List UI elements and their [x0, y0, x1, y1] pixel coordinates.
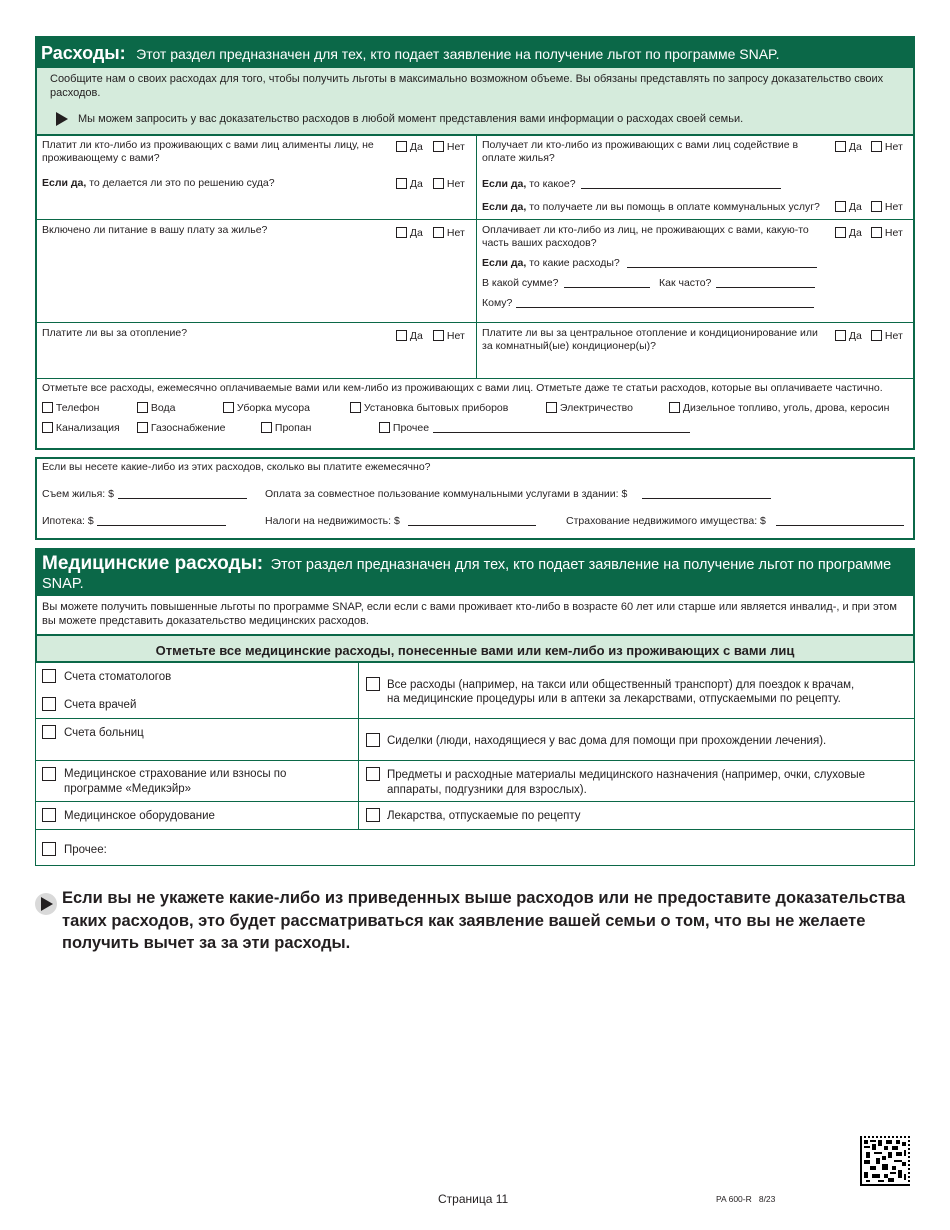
doctor-checkbox[interactable]: [42, 697, 56, 711]
play-arrow-icon: [35, 893, 57, 915]
property-tax-label: Налоги на недвижимость: $: [265, 515, 400, 527]
amount-field[interactable]: [564, 287, 650, 288]
court-no[interactable]: Нет: [433, 178, 465, 191]
medical-header: [35, 548, 915, 596]
pay-question: Если вы несете какие-либо из этих расходов, сколько вы платите ежемесячно?: [42, 461, 431, 473]
transport-checkbox[interactable]: [366, 677, 380, 691]
mortgage-label: Ипотека: $: [42, 515, 94, 527]
q-food-in-rent: Включено ли питание в вашу плату за жилье?: [42, 224, 268, 236]
insurance-label-2: программе «Медикэйр»: [64, 783, 192, 795]
outside-pays-yes[interactable]: Да: [835, 227, 862, 240]
attendants-checkbox[interactable]: [366, 733, 380, 747]
warning-text: Если вы не укажете какие-либо из приведенных выше расходов или не предоставите доказательства таких расходов, это будет рассматриваться как заявление вашей семьи о том, что вы не желаете получить вычет за за эти расходы.: [62, 889, 906, 952]
expenses-header: [35, 36, 915, 68]
q-heating: Платите ли вы за отопление?: [42, 327, 188, 339]
q-which: Если да, то какое?: [482, 178, 576, 190]
monthly-instruction: Отметьте все расходы, ежемесячно оплачиваемые вами или кем-либо из проживающих с вами лиц. Отметьте даже те статьи расходов, которые вы оплачиваете частично.: [42, 382, 883, 394]
property-insurance-field[interactable]: [776, 525, 904, 526]
dental-label: Счета стоматологов: [64, 671, 172, 683]
housing-help-yes[interactable]: Да: [835, 141, 862, 154]
q-outside-pays: Оплачивает ли кто-либо из лиц, не проживающих с вами, какую-то часть ваших расходов?: [482, 224, 809, 249]
to-whom-field[interactable]: [516, 307, 814, 308]
grid-row-line: [36, 322, 914, 323]
q-alimony: Платит ли кто-либо из проживающих с вами лиц алименты лицу, не проживающему с вами?: [42, 139, 374, 164]
mortgage-field[interactable]: [97, 525, 226, 526]
utility-water[interactable]: Вода: [137, 402, 176, 415]
checkbox-icon[interactable]: [350, 402, 361, 413]
utility-electric[interactable]: Электричество: [546, 402, 633, 415]
q-utility-help: Если да, то получаете ли вы помощь в оплате коммунальных услуг?: [482, 201, 820, 213]
central-heat-yes[interactable]: Да: [835, 330, 862, 343]
prescriptions-checkbox[interactable]: [366, 808, 380, 822]
checkbox-icon[interactable]: [669, 402, 680, 413]
equipment-checkbox[interactable]: [42, 808, 56, 822]
how-often-field[interactable]: [716, 287, 815, 288]
grid-row-line: [36, 219, 914, 220]
court-yes[interactable]: Да: [396, 178, 423, 191]
medical-row-line: [36, 829, 914, 830]
utility-sewer[interactable]: Канализация: [42, 422, 120, 435]
alimony-no[interactable]: Нет: [433, 141, 465, 154]
attendants-label: Сиделки (люди, находящиеся у вас дома для помощи при прохождении лечения).: [387, 735, 827, 747]
heating-yes[interactable]: Да: [396, 330, 423, 343]
form-id: PA 600-R 8/23: [716, 1194, 776, 1204]
equipment-label: Медицинское оборудование: [64, 810, 215, 822]
utility-trash[interactable]: Уборка мусора: [223, 402, 310, 415]
utility-phone[interactable]: Телефон: [42, 402, 99, 415]
transport-label-1: Все расходы (например, на такси или общественный транспорт) для поездок к врачам,: [387, 679, 855, 691]
checkbox-icon[interactable]: [871, 330, 882, 341]
medical-subtitle: Этот раздел предназначен для тех, кто подает заявление на получение льгот по программе SNAP.: [42, 557, 892, 592]
supplies-label-1: Предметы и расходные материалы медицинского назначения (например, очки, слуховые: [387, 769, 866, 781]
medical-intro: Вы можете получить повышенные льготы по программе SNAP, если если с вами проживает кто-либо в возрасте 60 лет или старше или является инвалид-, и при этом вы можете представить доказательство медицинских расходов.: [42, 601, 897, 627]
play-arrow-icon: [56, 112, 68, 126]
doctor-label: Счета врачей: [64, 699, 137, 711]
medical-title: Медицинские расходы:: [42, 553, 264, 574]
property-insurance-label: Страхование недвижимого имущества: $: [566, 515, 766, 527]
checkbox-icon[interactable]: [871, 227, 882, 238]
utility-help-no[interactable]: Нет: [871, 201, 903, 214]
food-no[interactable]: Нет: [433, 227, 465, 240]
supplies-checkbox[interactable]: [366, 767, 380, 781]
utility-other-field[interactable]: [433, 432, 690, 433]
checkbox-icon[interactable]: [396, 141, 407, 152]
shared-utilities-field[interactable]: [642, 498, 771, 499]
page-number: Страница 11: [438, 1192, 509, 1206]
rent-label: Съем жилья: $: [42, 488, 114, 500]
checkbox-icon[interactable]: [835, 201, 846, 212]
datamatrix-barcode-icon: [860, 1136, 910, 1186]
other-label: Прочее:: [64, 844, 107, 856]
housing-help-no[interactable]: Нет: [871, 141, 903, 154]
rent-field[interactable]: [118, 498, 247, 499]
q-central-heat: Платите ли вы за центральное отопление и кондиционирование или за комнатный(ые) кондиционер(ы)?: [482, 327, 818, 352]
utility-help-yes[interactable]: Да: [835, 201, 862, 214]
medical-col-divider: [358, 663, 359, 829]
checkbox-icon[interactable]: [433, 330, 444, 341]
food-yes[interactable]: Да: [396, 227, 423, 240]
expenses-intro: Сообщите нам о своих расходах для того, чтобы получить льготы в максимально возможном объеме. Вы обязаны представлять по запросу доказательство своих расходов.: [50, 73, 884, 99]
q-housing-help: Получает ли кто-либо из проживающих с вами лиц содействие в оплате жилья?: [482, 139, 799, 164]
central-heat-no[interactable]: Нет: [871, 330, 903, 343]
checkbox-icon[interactable]: [223, 402, 234, 413]
checkbox-icon[interactable]: [835, 141, 846, 152]
checkbox-icon[interactable]: [835, 227, 846, 238]
medical-row-line: [36, 760, 914, 761]
transport-label-2: на медицинские процедуры или в аптеки за лекарствами, отпускаемыми по рецепту.: [387, 693, 841, 705]
q-to-whom: Кому?: [482, 297, 513, 309]
q-amount: В какой сумме?: [482, 277, 559, 289]
expenses-intro-box: [35, 68, 915, 134]
outside-pays-no[interactable]: Нет: [871, 227, 903, 240]
which-field[interactable]: [581, 188, 781, 189]
q-how-often: Как часто?: [659, 277, 712, 289]
checkbox-icon[interactable]: [42, 402, 53, 413]
checkbox-icon[interactable]: [396, 330, 407, 341]
property-tax-field[interactable]: [408, 525, 536, 526]
checkbox-icon[interactable]: [137, 402, 148, 413]
checkbox-icon[interactable]: [379, 422, 390, 433]
expenses-subtitle: Этот раздел предназначен для тех, кто подает заявление на получение льгот по программе SNAP.: [136, 46, 780, 62]
checkbox-icon[interactable]: [261, 422, 272, 433]
grid-divider: [476, 135, 477, 379]
medical-intro-box: [35, 596, 915, 634]
utility-gas[interactable]: Газоснабжение: [137, 422, 225, 435]
shared-utilities-label: Оплата за совместное пользование коммунальными услугами в здании: $: [265, 488, 628, 500]
heating-no[interactable]: Нет: [433, 330, 465, 343]
checkbox-icon[interactable]: [396, 178, 407, 189]
q-court: Если да, то делается ли это по решению суда?: [42, 177, 275, 189]
utility-appliance[interactable]: Установка бытовых приборов: [350, 402, 508, 415]
checkbox-icon[interactable]: [137, 422, 148, 433]
utility-other[interactable]: Прочее: [379, 422, 429, 435]
proof-note: Мы можем запросить у вас доказательство расходов в любой момент представления вами информации о расходах своей семьи.: [78, 113, 744, 125]
checkbox-icon[interactable]: [835, 330, 846, 341]
checkbox-icon[interactable]: [433, 227, 444, 238]
checkbox-icon[interactable]: [871, 201, 882, 212]
hospital-label: Счета больниц: [64, 727, 144, 739]
checkbox-icon[interactable]: [42, 422, 53, 433]
hospital-checkbox[interactable]: [42, 725, 56, 739]
checkbox-icon[interactable]: [433, 141, 444, 152]
grid-row-line: [36, 378, 914, 379]
q-what: Если да, то какие расходы?: [482, 257, 620, 269]
checkbox-icon[interactable]: [433, 178, 444, 189]
prescriptions-label: Лекарства, отпускаемые по рецепту: [387, 810, 581, 822]
insurance-label-1: Медицинское страхование или взносы по: [64, 768, 287, 780]
insurance-checkbox[interactable]: [42, 767, 56, 781]
medical-row-line: [36, 718, 914, 719]
utility-fuel[interactable]: Дизельное топливо, уголь, дрова, керосин: [669, 402, 889, 415]
checkbox-icon[interactable]: [871, 141, 882, 152]
dental-checkbox[interactable]: [42, 669, 56, 683]
other-checkbox[interactable]: [42, 842, 56, 856]
supplies-label-2: аппараты, подгузники для взрослых).: [387, 784, 587, 796]
medical-row-line: [36, 801, 914, 802]
what-field[interactable]: [627, 267, 817, 268]
utility-propane[interactable]: Пропан: [261, 422, 311, 435]
checkbox-icon[interactable]: [546, 402, 557, 413]
expenses-title: Расходы:: [41, 43, 126, 63]
checkbox-icon[interactable]: [396, 227, 407, 238]
medical-table-header: [35, 634, 915, 663]
alimony-yes[interactable]: Да: [396, 141, 423, 154]
medical-table-header-text: Отметьте все медицинские расходы, понесенные вами или кем-либо из проживающих с вами лиц: [155, 643, 795, 658]
